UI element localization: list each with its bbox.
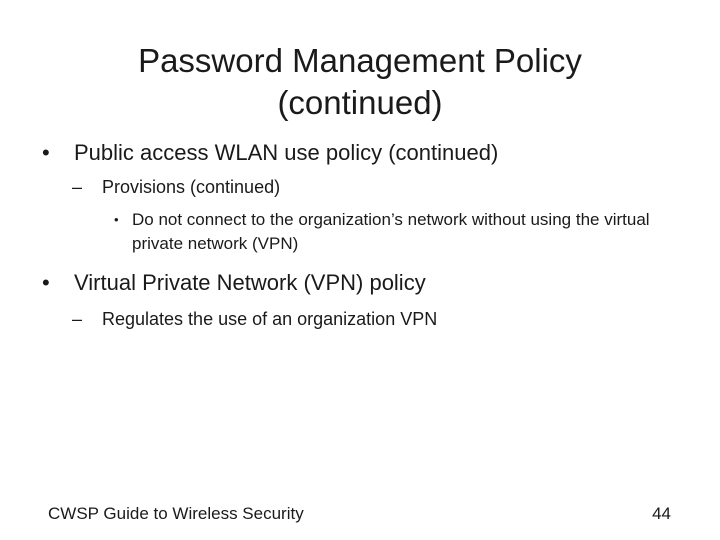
page-number: 44 bbox=[652, 504, 671, 523]
bullet-item-vpn-policy bbox=[42, 269, 662, 297]
footer-text: CWSP Guide to Wireless Security bbox=[48, 504, 304, 523]
bullet-text: Regulates the use of an organization VPN bbox=[102, 309, 438, 329]
bullet-item-provisions bbox=[72, 175, 672, 199]
bullet-marker: • bbox=[114, 212, 119, 227]
bullet-text: Virtual Private Network (VPN) policy bbox=[74, 270, 426, 295]
bullet-text: Do not connect to the organization’s network without using the virtual private network (VPN) bbox=[132, 210, 650, 253]
dash-marker: – bbox=[72, 177, 83, 197]
bullet-text: Provisions (continued) bbox=[102, 177, 281, 197]
bullet-item-vpn-connect bbox=[114, 208, 654, 256]
slide-title bbox=[80, 40, 640, 124]
dash-marker: – bbox=[72, 309, 83, 329]
bullet-item-wlan-policy bbox=[42, 139, 662, 167]
slide-title-line-2: (continued) bbox=[277, 84, 443, 121]
bullet-marker: • bbox=[42, 140, 50, 165]
bullet-item-vpn-regulates bbox=[72, 307, 672, 331]
bullet-text: Public access WLAN use policy (continued) bbox=[74, 140, 499, 165]
bullet-marker: • bbox=[42, 270, 50, 295]
slide-title-line-1: Password Management Policy bbox=[138, 42, 582, 79]
